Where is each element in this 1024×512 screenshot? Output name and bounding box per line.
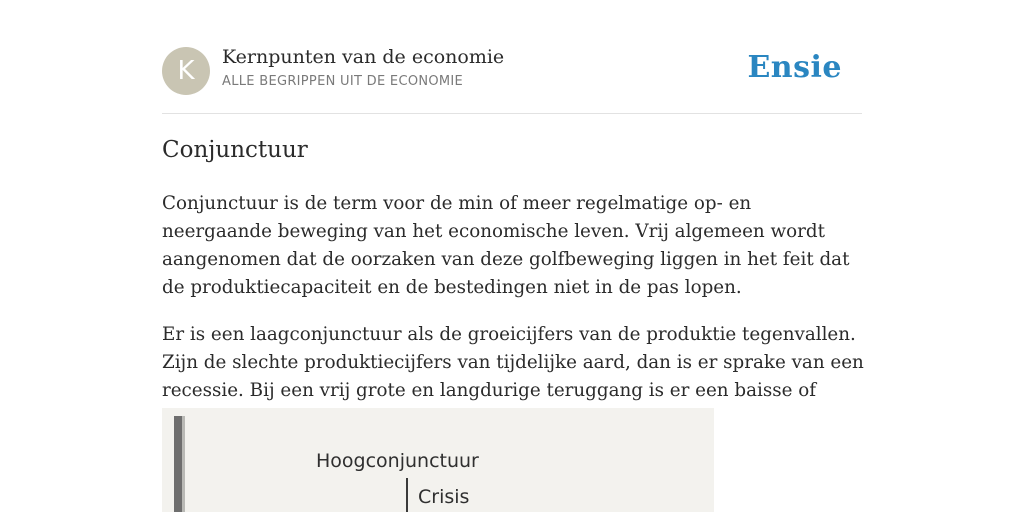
scan-edge-shadow (182, 416, 185, 512)
site-header (162, 46, 862, 96)
scanned-figure (162, 408, 714, 512)
figure-label-crisis: Crisis (418, 486, 470, 508)
site-title[interactable]: Kernpunten van de economie (222, 46, 505, 68)
site-subtitle: ALLE BEGRIPPEN UIT DE ECONOMIE (222, 74, 464, 89)
avatar[interactable]: K (162, 47, 210, 95)
page-container (162, 0, 862, 512)
figure-label-hoogconjunctuur: Hoogconjunctuur (316, 450, 479, 472)
article-paragraph: Er is een laagconjunctuur als de groeicijfers van de produktie tegenvallen. Zijn de slechte produktiecijfers van tijdelijke aard, dan is er sprake van een recessie. Bij een vrij grote en langdurige teruggang is er een baisse of (162, 324, 864, 401)
figure-axis-line (406, 478, 408, 512)
brand-logo[interactable]: Ensie (747, 50, 842, 85)
article-title: Conjunctuur (162, 137, 308, 163)
header-divider (162, 113, 862, 114)
article-paragraph: Conjunctuur is de term voor de min of meer regelmatige op- en neergaande beweging van het economische leven. Vrij algemeen wordt aangenomen dat de oorzaken van deze golfbeweging liggen in het feit dat de produktiecapaciteit en de bestedingen niet in de pas lopen. (162, 193, 850, 298)
scan-edge (174, 416, 182, 512)
